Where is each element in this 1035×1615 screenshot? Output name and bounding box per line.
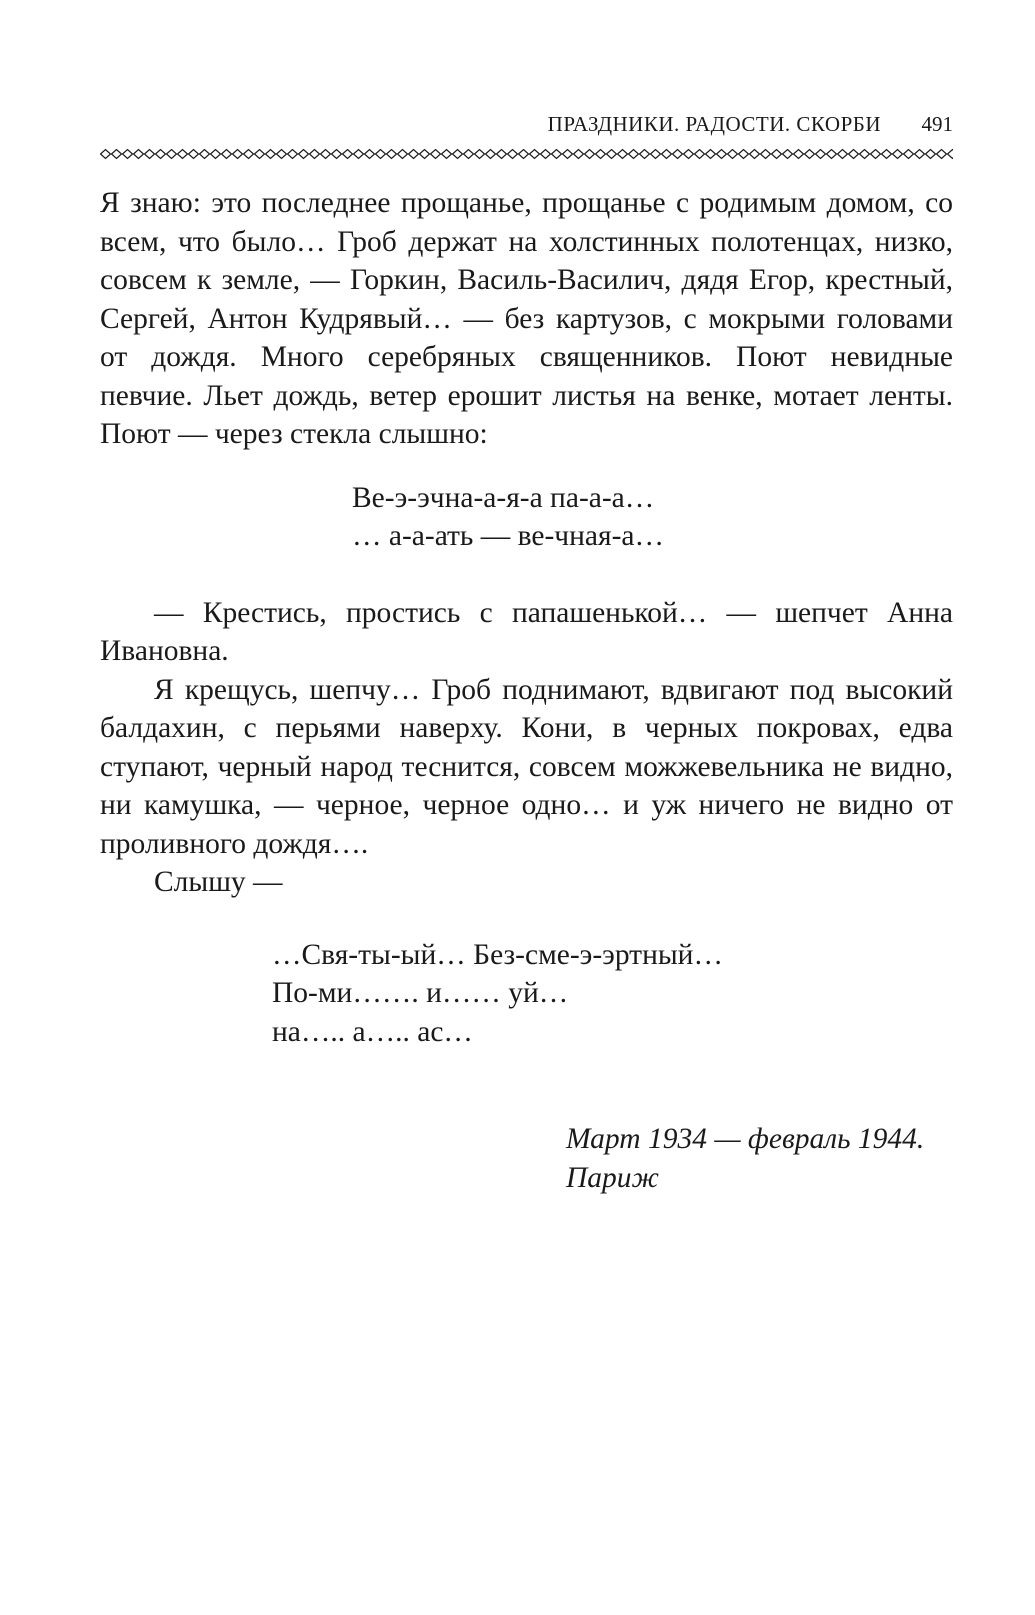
page-number: 491 [921, 112, 953, 136]
verse-line: … а-а-ать — ве-чная-а… [352, 520, 665, 552]
body-text [100, 184, 953, 1051]
paragraph: — Крестись, простись с папашенькой… — шепчет Анна Ивановна. [100, 596, 953, 667]
paragraph: Я крещусь, шепчу… Гроб поднимают, вдвигают под высокий балдахин, с перьями наверху. Кони, в черных покровах, едва ступают, черный народ теснится, совсем можжевельника не видно, ни камушка, — черное, черное одно… и уж ничего не видно от проливного дождя…. [100, 673, 953, 860]
paragraph: Я знаю: это последнее прощанье, прощанье с родимым домом, со всем, что было… Гроб держат на холстинных полотенцах, низко, совсем к земле, — Горкин, Василь-Василич, дядя Егор, крестный, Сергей, Антон Кудрявый… — без картузов, с мокрыми головами от дождя. Много серебряных священников. Поют невидные певчие. Льет дождь, ветер ерошит листья на венке, мотает ленты. Поют — через стекла слышно: [100, 187, 953, 450]
chant-verse [272, 936, 953, 1052]
signature-place: Париж [566, 1161, 659, 1194]
signature-date: Март 1934 — февраль 1944. [566, 1123, 925, 1155]
verse-line: Ве-э-эчна-а-я-а па-а-а… [352, 481, 655, 514]
verse-line: По-ми……. и…… уй… [272, 977, 569, 1009]
paragraph: Слышу — [154, 866, 283, 898]
author-signature [566, 1120, 924, 1197]
section-title: ПРАЗДНИКИ. РАДОСТИ. СКОРБИ [547, 112, 881, 136]
verse-line: на….. а….. ас… [272, 1015, 473, 1048]
running-head [100, 108, 953, 144]
verse-line: …Свя-ты-ый… Без-сме-э-эртный… [272, 938, 723, 971]
chant-verse [352, 479, 953, 556]
ornamental-divider [100, 144, 953, 164]
